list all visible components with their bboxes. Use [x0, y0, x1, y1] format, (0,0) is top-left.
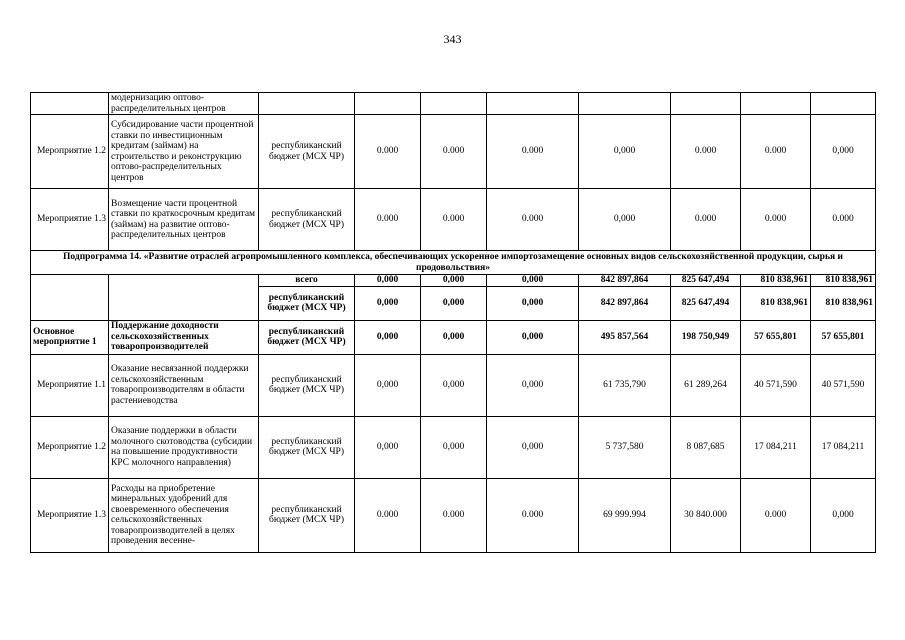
value-cell: 57 655,801	[811, 320, 876, 354]
value-cell: 0.000	[421, 189, 487, 251]
source-cell: республиканский бюджет (МСХ ЧР)	[259, 320, 355, 354]
value-cell: 8 087,685	[671, 416, 741, 478]
table-row	[31, 478, 876, 552]
name-cell: Субсидирование части процентной ставки по инвестиционным кредитам (займам) на строительство и реконструкцию оптово-распределительных центров	[109, 115, 259, 189]
value-cell: 5 737,580	[579, 416, 671, 478]
value-cell: 495 857,564	[579, 320, 671, 354]
value-cell: 0.000	[355, 189, 421, 251]
status-cell: Мероприятие 1.2	[31, 416, 109, 478]
table-row	[31, 354, 876, 416]
value-cell: 0,000	[487, 286, 579, 320]
value-cell: 0.000	[421, 478, 487, 552]
value-cell: 0,000	[487, 416, 579, 478]
value-cell: 810 838,961	[741, 275, 811, 287]
name-cell: Расходы на приобретение минеральных удобрений для своевременного обеспечения сельскохозяйственных товаропроизводителей в целях проведения весенне-	[109, 478, 259, 552]
table-row	[31, 416, 876, 478]
value-cell: 0,000	[355, 286, 421, 320]
name-cell: Возмещение части процентной ставки по краткосрочным кредитам (займам) на развитие оптово-распределительных центров	[109, 189, 259, 251]
value-cell: 61 289,264	[671, 354, 741, 416]
value-cell: 0,000	[421, 320, 487, 354]
value-cell: 30 840.000	[671, 478, 741, 552]
value-cell: 17 084,211	[741, 416, 811, 478]
table-row	[31, 93, 876, 115]
value-cell: 17 084,211	[811, 416, 876, 478]
source-cell: республиканский бюджет (МСХ ЧР)	[259, 286, 355, 320]
subprogram-title: Подпрограмма 14. «Развитие отраслей агропромышленного комплекса, обеспечивающих ускоренное импортозамещение основных видов сельскохозяйственной продукции, сырья и продовольствия»	[31, 251, 876, 275]
value-cell	[671, 93, 741, 115]
value-cell: 57 655,801	[741, 320, 811, 354]
value-cell	[741, 93, 811, 115]
source-cell: республиканский бюджет (МСХ ЧР)	[259, 416, 355, 478]
source-cell: республиканский бюджет (МСХ ЧР)	[259, 478, 355, 552]
value-cell: 0,000	[355, 354, 421, 416]
value-cell: 0,000	[811, 478, 876, 552]
value-cell: 825 647,494	[671, 275, 741, 287]
status-cell	[31, 275, 109, 321]
value-cell: 810 838,961	[811, 275, 876, 287]
value-cell: 825 647,494	[671, 286, 741, 320]
value-cell: 69 999.994	[579, 478, 671, 552]
value-cell: 0,000	[355, 416, 421, 478]
value-cell: 0.000	[487, 189, 579, 251]
value-cell	[487, 93, 579, 115]
budget-table	[30, 92, 876, 553]
source-cell	[259, 93, 355, 115]
name-cell: Поддержание доходности сельскохозяйственных товаропроизводителей	[109, 320, 259, 354]
name-cell: Оказание поддержки в области молочного скотоводства (субсидии на повышение продуктивности КРС молочного направления)	[109, 416, 259, 478]
value-cell: 0.000	[487, 478, 579, 552]
table-row	[31, 189, 876, 251]
value-cell: 0.000	[741, 115, 811, 189]
value-cell: 0,000	[487, 354, 579, 416]
value-cell: 0.000	[671, 189, 741, 251]
value-cell: 842 897,864	[579, 286, 671, 320]
value-cell: 0.000	[421, 115, 487, 189]
value-cell: 0,000	[421, 275, 487, 287]
source-cell: республиканский бюджет (МСХ ЧР)	[259, 115, 355, 189]
value-cell: 0.000	[741, 478, 811, 552]
page-number: 343	[443, 32, 462, 46]
value-cell: 810 838,961	[741, 286, 811, 320]
source-cell: республиканский бюджет (МСХ ЧР)	[259, 354, 355, 416]
value-cell: 198 750,949	[671, 320, 741, 354]
value-cell: 810 838,961	[811, 286, 876, 320]
value-cell	[579, 93, 671, 115]
value-cell: 0.000	[741, 189, 811, 251]
value-cell: 40 571,590	[811, 354, 876, 416]
value-cell: 0.000	[671, 115, 741, 189]
value-cell: 0,000	[355, 275, 421, 287]
source-cell: всего	[259, 275, 355, 287]
name-cell: Оказание несвязанной поддержки сельскохозяйственным товаропроизводителям в области растениеводства	[109, 354, 259, 416]
main-event-row	[31, 320, 876, 354]
subprogram-total-row	[31, 275, 876, 287]
status-cell: Основное мероприятие 1	[31, 320, 109, 354]
status-cell	[31, 93, 109, 115]
value-cell: 0,000	[579, 189, 671, 251]
name-cell: модернизацию оптово-распределительных центров	[109, 93, 259, 115]
status-cell: Мероприятие 1.3	[31, 189, 109, 251]
value-cell	[811, 93, 876, 115]
subprogram-row	[31, 251, 876, 275]
value-cell: 842 897,864	[579, 275, 671, 287]
value-cell: 0,000	[421, 416, 487, 478]
value-cell	[355, 93, 421, 115]
value-cell: 0.000	[355, 478, 421, 552]
value-cell: 0.000	[811, 189, 876, 251]
table-row	[31, 115, 876, 189]
status-cell: Мероприятие 1.1	[31, 354, 109, 416]
value-cell: 0.000	[355, 115, 421, 189]
value-cell: 0,000	[421, 354, 487, 416]
source-cell: республиканский бюджет (МСХ ЧР)	[259, 189, 355, 251]
value-cell: 0,000	[487, 275, 579, 287]
value-cell: 0,000	[421, 286, 487, 320]
value-cell: 40 571,590	[741, 354, 811, 416]
name-cell	[109, 275, 259, 321]
status-cell: Мероприятие 1.2	[31, 115, 109, 189]
value-cell: 0.000	[487, 115, 579, 189]
status-cell: Мероприятие 1.3	[31, 478, 109, 552]
value-cell: 61 735,790	[579, 354, 671, 416]
value-cell: 0,000	[487, 320, 579, 354]
value-cell: 0,000	[579, 115, 671, 189]
value-cell: 0,000	[355, 320, 421, 354]
value-cell: 0,000	[811, 115, 876, 189]
value-cell	[421, 93, 487, 115]
